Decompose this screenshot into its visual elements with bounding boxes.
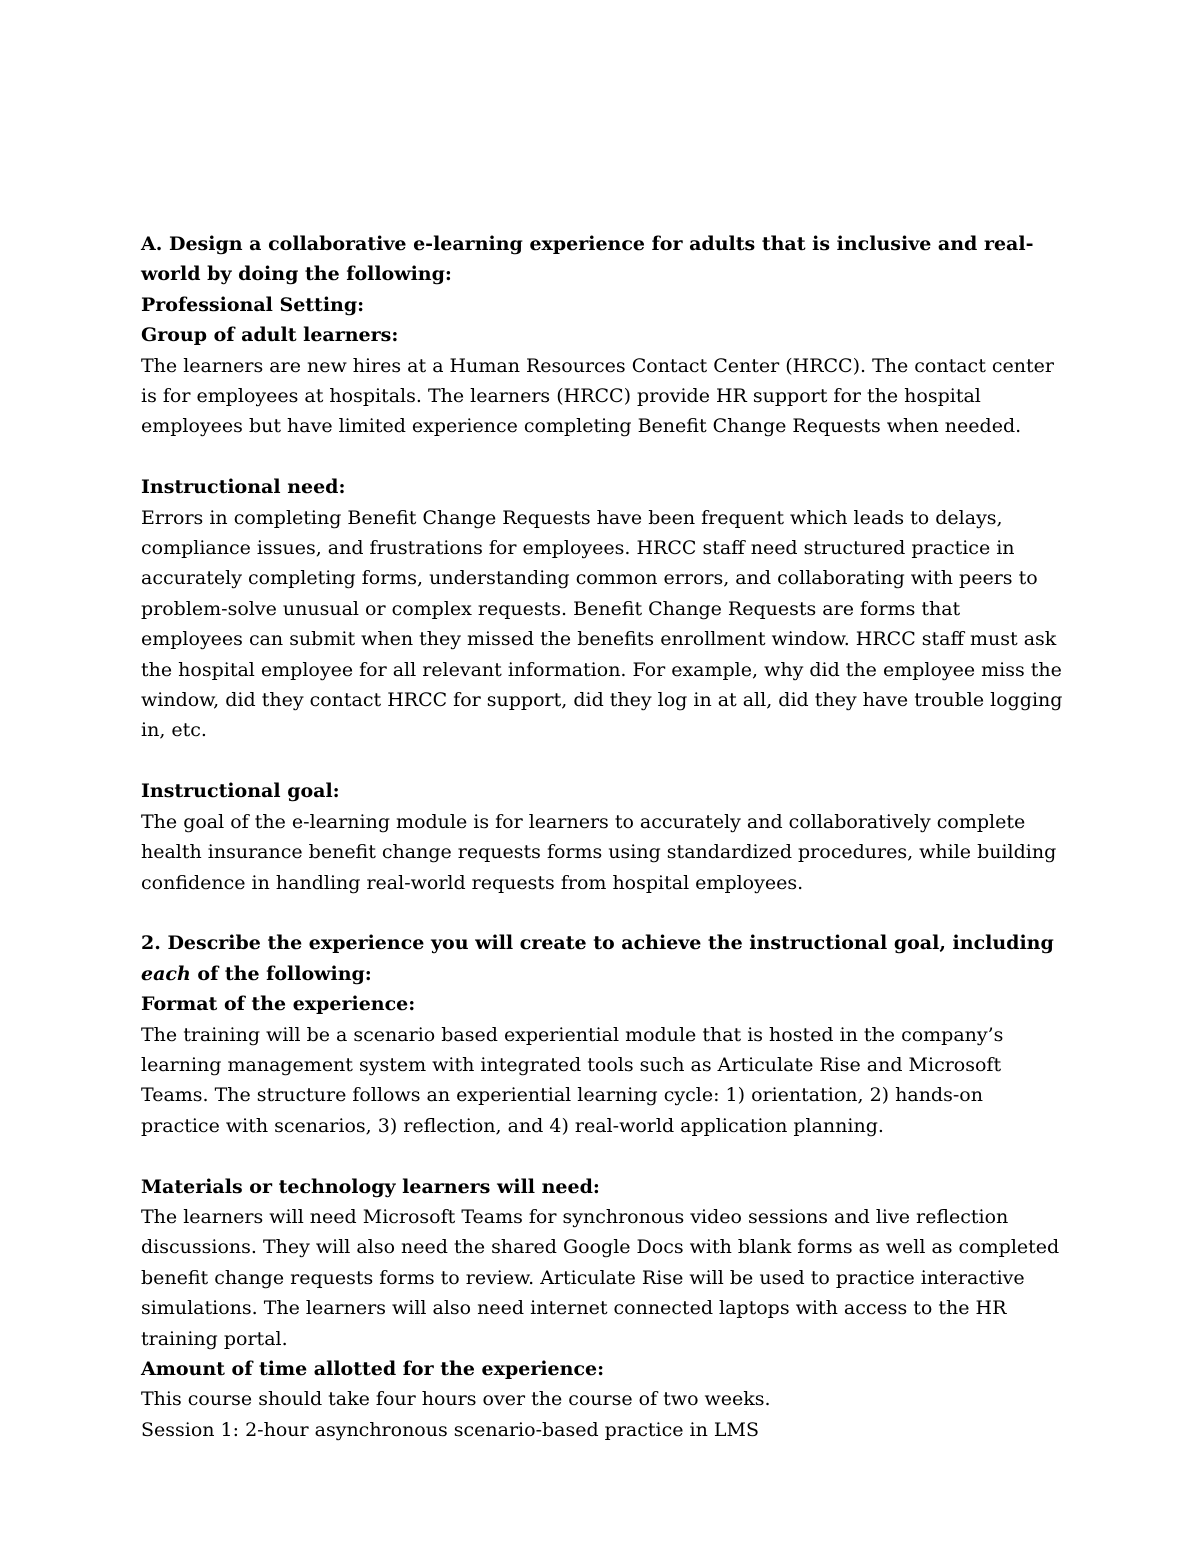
- document-page: [141, 229, 1066, 1445]
- time-text: This course should take four hours over the course of two weeks.: [141, 1388, 771, 1411]
- section-a-heading: A. Design a collaborative e-learning experience for adults that is inclusive and real-world by doing the following:: [141, 233, 1034, 286]
- time-label: Amount of time allotted for the experience:: [141, 1357, 605, 1380]
- group-text: The learners are new hires at a Human Resources Contact Center (HRCC). The contact center is for employees at hospitals. The learners (HRCC) provide HR support for the hospital employees but have limited experience completing Benefit Change Requests when needed.: [141, 354, 1054, 438]
- instructional-goal-text: The goal of the e-learning module is for learners to accurately and collaboratively complete health insurance benefit change requests forms using standardized procedures, while building confidence in handling real-world requests from hospital employees.: [141, 810, 1057, 894]
- group-label: Group of adult learners:: [141, 324, 399, 347]
- professional-setting-label: Professional Setting:: [141, 293, 365, 316]
- section-2-heading: [141, 928, 1066, 989]
- materials-label: Materials or technology learners will need:: [141, 1175, 600, 1198]
- instructional-goal-label: Instructional goal:: [141, 780, 340, 803]
- spacer: [141, 746, 1066, 776]
- spacer: [141, 442, 1066, 472]
- materials-text: The learners will need Microsoft Teams for synchronous video sessions and live reflection discussions. They will also need the shared Google Docs with blank forms as well as completed benefit change requests forms to review. Articulate Rise will be used to practice interactive simulations. The learners will also need internet connected laptops with access to the HR training portal.: [141, 1205, 1060, 1350]
- format-label: Format of the experience:: [141, 993, 416, 1016]
- spacer: [141, 898, 1066, 928]
- section-2-heading-pre: 2. Describe the experience you will create to achieve the instructional goal, including: [141, 932, 1054, 955]
- section-2-heading-post: of the following:: [190, 962, 372, 985]
- instructional-need-text: Errors in completing Benefit Change Requests have been frequent which leads to delays, compliance issues, and frustrations for employees. HRCC staff need structured practice in accurately completing forms, understanding common errors, and collaborating with peers to problem-solve unusual or complex requests. Benefit Change Requests are forms that employees can submit when they missed the benefits enrollment window. HRCC staff must ask the hospital employee for all relevant information. For example, why did the employee miss the window, did they contact HRCC for support, did they log in at all, did they have trouble logging in, etc.: [141, 506, 1063, 742]
- instructional-need-label: Instructional need:: [141, 476, 346, 499]
- session-1-text: Session 1: 2-hour asynchronous scenario-based practice in LMS: [141, 1418, 759, 1441]
- section-2-heading-emphasis: each: [141, 962, 191, 985]
- format-text: The training will be a scenario based experiential module that is hosted in the company’s learning management system with integrated tools such as Articulate Rise and Microsoft Teams. The structure follows an experiential learning cycle: 1) orientation, 2) hands-on practice with scenarios, 3) reflection, and 4) real-world application planning.: [141, 1023, 1004, 1137]
- spacer: [141, 1141, 1066, 1171]
